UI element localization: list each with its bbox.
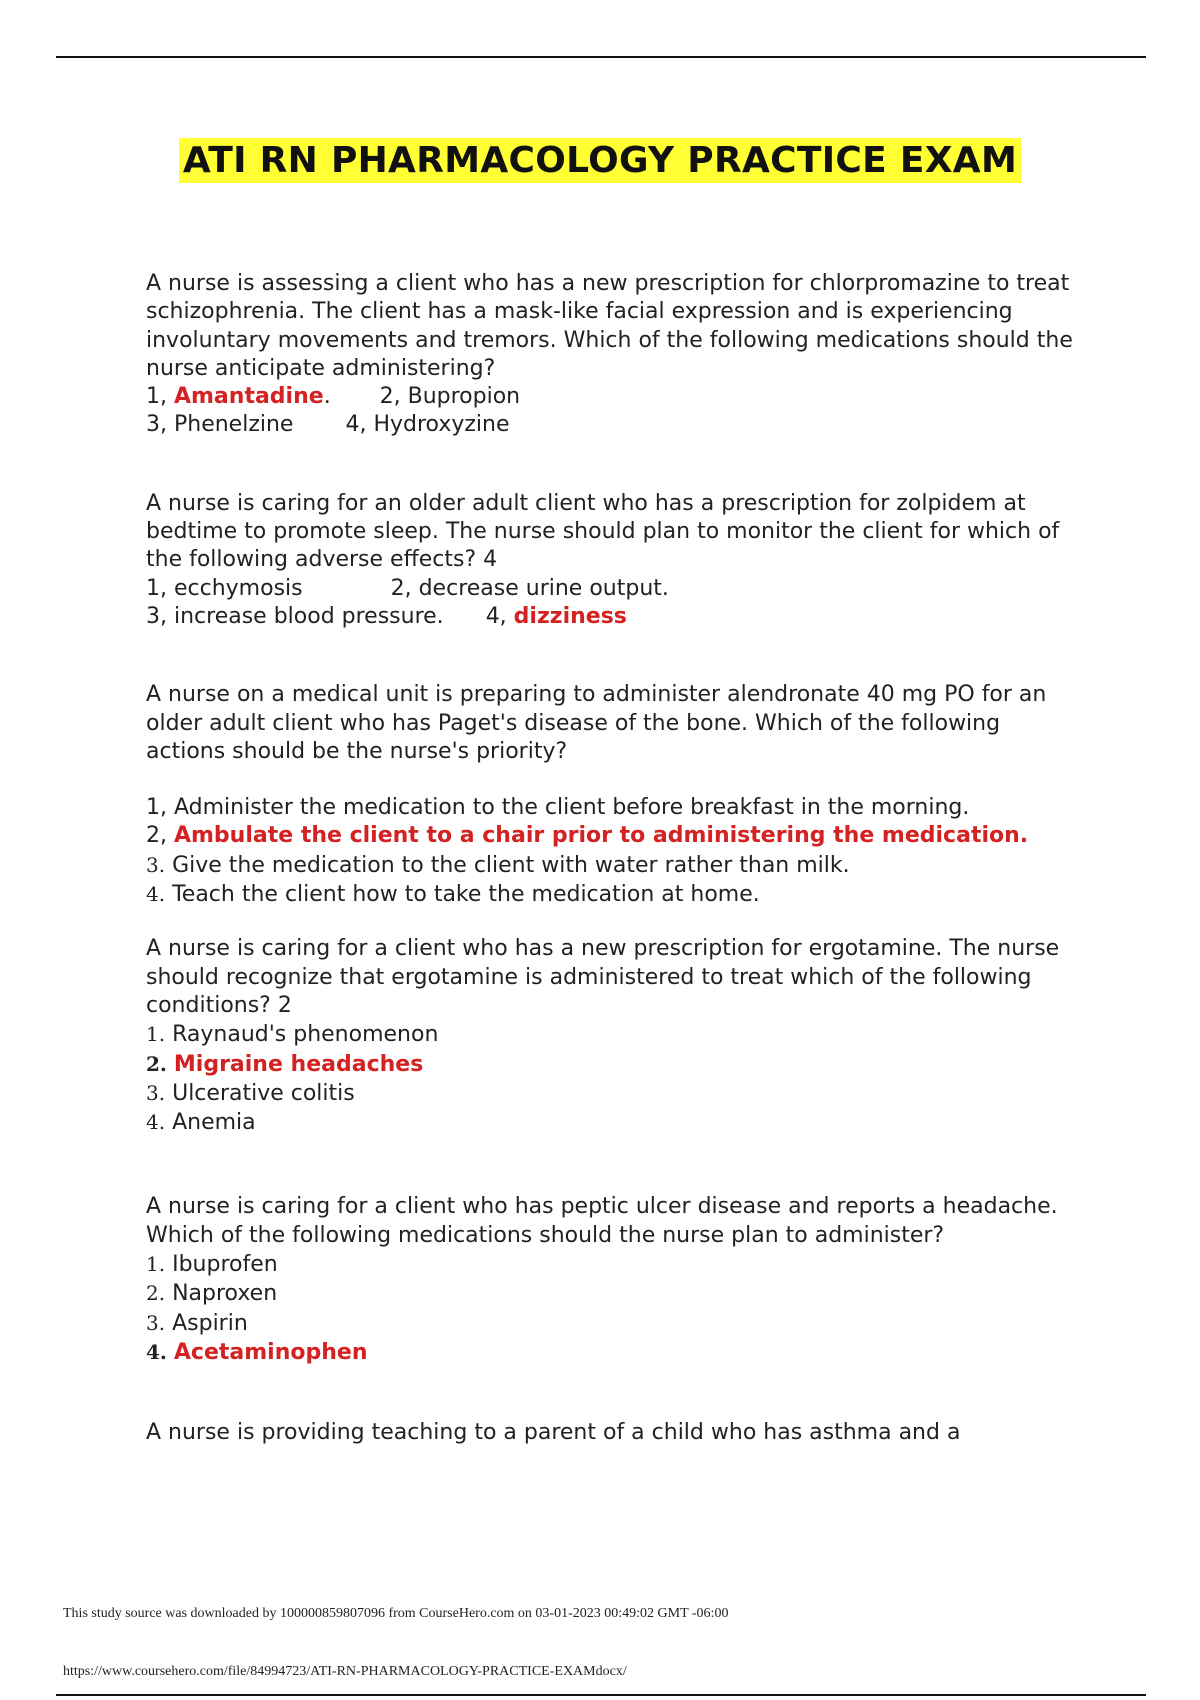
option-row-1 xyxy=(146,575,1086,603)
options xyxy=(146,575,1086,632)
options xyxy=(146,383,1086,440)
option: Aspirin xyxy=(172,1310,248,1336)
correct-answer: dizziness xyxy=(513,603,627,629)
option: Raynaud's phenomenon xyxy=(172,1022,439,1048)
option-row-3 xyxy=(146,1079,1086,1108)
option-number: 3. xyxy=(146,852,166,877)
correct-answer: Migraine headaches xyxy=(173,1051,424,1077)
question-stem: A nurse is assessing a client who has a new prescription for chlorpromazine to treat schizophrenia. The client has a mask-like facial expression and is experiencing involuntary movements and tremors. Which of the following medications should the nurse anticipate administering? xyxy=(146,271,1073,381)
option-number: 3. xyxy=(146,1310,166,1335)
option: 3, Phenelzine xyxy=(146,412,294,438)
exam-content xyxy=(146,270,1086,1448)
page-title: ATI RN PHARMACOLOGY PRACTICE EXAM xyxy=(179,138,1021,183)
top-rule xyxy=(56,56,1146,58)
option: Teach the client how to take the medication at home. xyxy=(172,882,760,908)
option-number: 2. xyxy=(146,1051,167,1076)
question-3 xyxy=(146,681,1086,909)
option: Naproxen xyxy=(172,1281,278,1307)
option-row-2 xyxy=(146,822,1086,850)
question-5 xyxy=(146,1193,1086,1367)
question-4 xyxy=(146,935,1086,1137)
option-row-1 xyxy=(146,383,1086,411)
question-stem: A nurse is caring for a client who has peptic ulcer disease and reports a headache. Which of the following medications should the nurse plan to administer? xyxy=(146,1194,1058,1248)
correct-answer: Ambulate the client to a chair prior to administering the medication. xyxy=(173,823,1029,849)
title-wrap xyxy=(0,138,1200,183)
option-number: 2, xyxy=(146,823,174,849)
option: 4, Hydroxyzine xyxy=(345,412,510,438)
correct-answer: Acetaminophen xyxy=(173,1339,368,1365)
option-number: 4. xyxy=(146,1339,167,1364)
option-number: 1. xyxy=(146,1252,166,1277)
option-row-4 xyxy=(146,1108,1086,1137)
options xyxy=(146,1250,1086,1367)
option: Give the medication to the client with water rather than milk. xyxy=(172,852,850,878)
correct-answer: Amantadine xyxy=(173,384,324,410)
option-row-1 xyxy=(146,1020,1086,1049)
option: 3, increase blood pressure. xyxy=(146,603,444,629)
option-row-1: 1, Administer the medication to the client before breakfast in the morning. xyxy=(146,795,970,821)
option-number: 2. xyxy=(146,1281,166,1306)
option: Ibuprofen xyxy=(172,1252,278,1278)
option-row-1 xyxy=(146,1250,1086,1279)
source-url[interactable]: https://www.coursehero.com/file/84994723/ATI-RN-PHARMACOLOGY-PRACTICE-EXAMdocx/ xyxy=(63,1664,627,1679)
option-row-2 xyxy=(146,1279,1086,1308)
option-row-2 xyxy=(146,603,1086,631)
options xyxy=(146,1020,1086,1137)
option: 1, ecchymosis xyxy=(146,575,303,601)
download-notice: This study source was downloaded by 100000859807096 from CourseHero.com on 03-01-2023 00:49:02 GMT -06:00 xyxy=(63,1606,729,1621)
option-number: 4. xyxy=(146,882,166,907)
question-stem: A nurse on a medical unit is preparing to administer alendronate 40 mg PO for an older adult client who has Paget's disease of the bone. Which of the following actions should be the nurse's priority? xyxy=(146,682,1047,764)
option-row-4 xyxy=(146,880,1086,909)
option-row-2 xyxy=(146,1050,1086,1079)
question-stem: A nurse is providing teaching to a parent of a child who has asthma and a xyxy=(146,1420,961,1446)
option-number: 1, xyxy=(146,384,174,410)
option-row-2 xyxy=(146,411,1086,439)
option: Ulcerative colitis xyxy=(172,1080,355,1106)
option-number: 1. xyxy=(146,1022,166,1047)
option-row-4 xyxy=(146,1338,1086,1367)
option-row-3 xyxy=(146,851,1086,880)
option: 2, Bupropion xyxy=(379,384,521,410)
question-stem: A nurse is caring for an older adult client who has a prescription for zolpidem at bedtime to promote sleep. The nurse should plan to monitor the client for which of the following adverse effects? 4 xyxy=(146,490,1060,573)
option-number: 3. xyxy=(146,1080,166,1105)
option-row-3 xyxy=(146,1309,1086,1338)
question-stem: A nurse is caring for a client who has a new prescription for ergotamine. The nurse should recognize that ergotamine is administered to treat which of the following conditions? 2 xyxy=(146,936,1060,1018)
question-2 xyxy=(146,490,1086,631)
question-6 xyxy=(146,1419,1086,1447)
option-number: 4, xyxy=(485,603,514,629)
option: 2, decrease urine output. xyxy=(390,575,669,601)
options xyxy=(146,794,1086,909)
option: Anemia xyxy=(172,1110,256,1136)
question-1 xyxy=(146,270,1086,440)
option-punct: . xyxy=(323,384,380,410)
bottom-rule xyxy=(56,1694,1146,1696)
option-number: 4. xyxy=(146,1110,166,1135)
